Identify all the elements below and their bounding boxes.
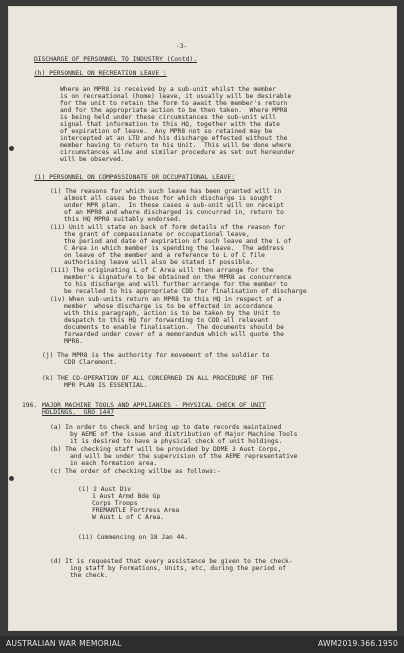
- list-item: (ii) Commencing on 18 Jan 44.: [78, 534, 188, 541]
- paragraph-line: (c) The order of checking willbe as follows:-: [50, 468, 221, 475]
- page-number: -3-: [176, 43, 188, 50]
- paragraph-line: (b) The checking staff will be provided by DDME 3 Aust Corps,: [50, 446, 282, 453]
- paragraph-line: ing staff by Formations, Units, etc, during the period of: [70, 565, 287, 572]
- section-heading: MAJOR MACHINE TOOLS AND APPLIANCES - PHYSICAL CHECK OF UNIT: [42, 402, 266, 409]
- paragraph-heading: (i) PERSONNEL ON COMPASSIONATE OR OCCUPATIONAL LEAVE:: [34, 174, 235, 181]
- list-item: Corps Troops: [92, 500, 138, 507]
- paragraph-line: and for the appropriate action to be then taken. Where MPR8: [60, 107, 288, 114]
- list-item: FREMANTLE Fortress Area: [92, 507, 180, 514]
- list-item: W Aust L of C Area.: [92, 514, 165, 521]
- paragraph-line: it is desired to have a physical check of unit holdings.: [70, 438, 283, 445]
- paragraph-heading: (h) PERSONNEL ON RECREATION LEAVE :: [34, 70, 167, 77]
- list-item: (i) 2 Aust Div: [78, 486, 132, 493]
- paragraph-line: of an MPR8 and where discharged is concurred in, return to: [64, 209, 284, 216]
- paragraph-line: is on recreational (home) leave, it usually will be desirable: [60, 93, 292, 100]
- footer-bar: [0, 636, 404, 653]
- paragraph-line: for the unit to retain the form to await the member's return: [60, 100, 288, 107]
- paragraph-line: (a) In order to check and bring up to date records maintained: [50, 424, 282, 431]
- paragraph-line: intercepted at an LTD and his discharge effected without the: [60, 135, 288, 142]
- paragraph-line: forwarded under cover of a memorandum which will quote the: [64, 331, 284, 338]
- paragraph-line: (ii) Unit will state on back of form details of the reason for: [50, 224, 286, 231]
- paragraph-line: is being held under these circumstances the sub-unit will: [60, 114, 277, 121]
- footer-accession-number: AWM2019.366.1950: [317, 639, 398, 648]
- paragraph-line: (iii) The originating L of C Area will then arrange for the: [50, 267, 274, 274]
- paragraph-line: (d) It is requested that every assistance be given to the check-: [50, 558, 293, 565]
- paragraph-line: authorising leave will also be stated if possible.: [64, 259, 254, 266]
- paragraph-line: MPR8.: [64, 338, 83, 345]
- paragraph-line: (j) The MPR8 is the authority for movement of the soldier to: [42, 352, 270, 359]
- paragraph-line: almost all cases be those for which discharge is sought: [64, 195, 273, 202]
- paragraph-line: (iv) When sub-units return an MPR8 to this HQ in respect of a: [50, 296, 282, 303]
- paragraph-line: be recalled to his appropriate CDD for finalisation of discharge: [64, 288, 307, 295]
- document-page: [8, 6, 397, 631]
- paragraph-line: the period and date of expiration of such leave and the L of: [64, 238, 292, 245]
- section-heading: HOLDINGS. GRO 1447: [42, 409, 115, 416]
- paragraph-line: with this paragraph, action is to be taken by the Unit to: [64, 310, 281, 317]
- paragraph-line: (k) THE CO-OPERATION OF ALL CONCERNED IN ALL PROCEDURE OF THE: [42, 375, 274, 382]
- paragraph-line: by AEME of the issue and distribution of Major Machine Tools: [70, 431, 298, 438]
- paragraph-line: MPR PLAN IS ESSENTIAL.: [64, 382, 148, 389]
- paragraph-line: member whose discharge is to be effected in accordance: [64, 303, 273, 310]
- footer-source: AUSTRALIAN WAR MEMORIAL: [6, 639, 122, 648]
- paragraph-line: member's signature to be obtained on the MPR8 as concurrence: [64, 274, 292, 281]
- paragraph-line: will be observed.: [60, 156, 125, 163]
- section-number: 196.: [22, 402, 38, 409]
- section-heading: DISCHARGE OF PERSONNEL TO INDUSTRY (Contd).: [34, 56, 198, 63]
- paragraph-line: circumstances allow and similar procedure as set out hereunder: [60, 149, 296, 156]
- paragraph-line: documents to enable finalisation. The documents should be: [64, 324, 284, 331]
- paragraph-line: of expiration of leave. Any MPR8 not so retained may be: [60, 128, 273, 135]
- paragraph-line: C Area in which member is spending the leave. The address: [64, 245, 284, 252]
- paragraph-line: (i) The reasons for which such leave has been granted will in: [50, 188, 282, 195]
- paragraph-line: despatch to this HQ for forwarding to CDD all relevant: [64, 317, 269, 324]
- paragraph-line: on leave of the member and a reference to L of C file: [64, 252, 265, 259]
- paragraph-line: the check.: [70, 572, 108, 579]
- paragraph-line: and will be under the supervision of the AEME representative: [70, 453, 298, 460]
- list-item: 1 Aust Armd Bde Gp: [92, 493, 161, 500]
- paragraph-line: under MPR plan. In these cases a sub-unit will on receipt: [64, 202, 284, 209]
- paragraph-line: in each formation area.: [70, 460, 158, 467]
- document-body: [8, 6, 397, 631]
- paragraph-line: the grant of compassionate or occupational leave,: [64, 231, 250, 238]
- paragraph-line: member having to return to his Unit. This will be done where: [60, 142, 292, 149]
- paragraph-line: Where an MPR8 is received by a sub-unit whilst the member: [60, 86, 277, 93]
- paragraph-line: this HQ MPR8 suitably endorsed.: [64, 216, 182, 223]
- paragraph-line: to his discharge and will further arrange for the member to: [64, 281, 288, 288]
- paragraph-line: CDD Claremont.: [64, 359, 118, 366]
- paragraph-line: signal that information to this HQ, together with the date: [60, 121, 280, 128]
